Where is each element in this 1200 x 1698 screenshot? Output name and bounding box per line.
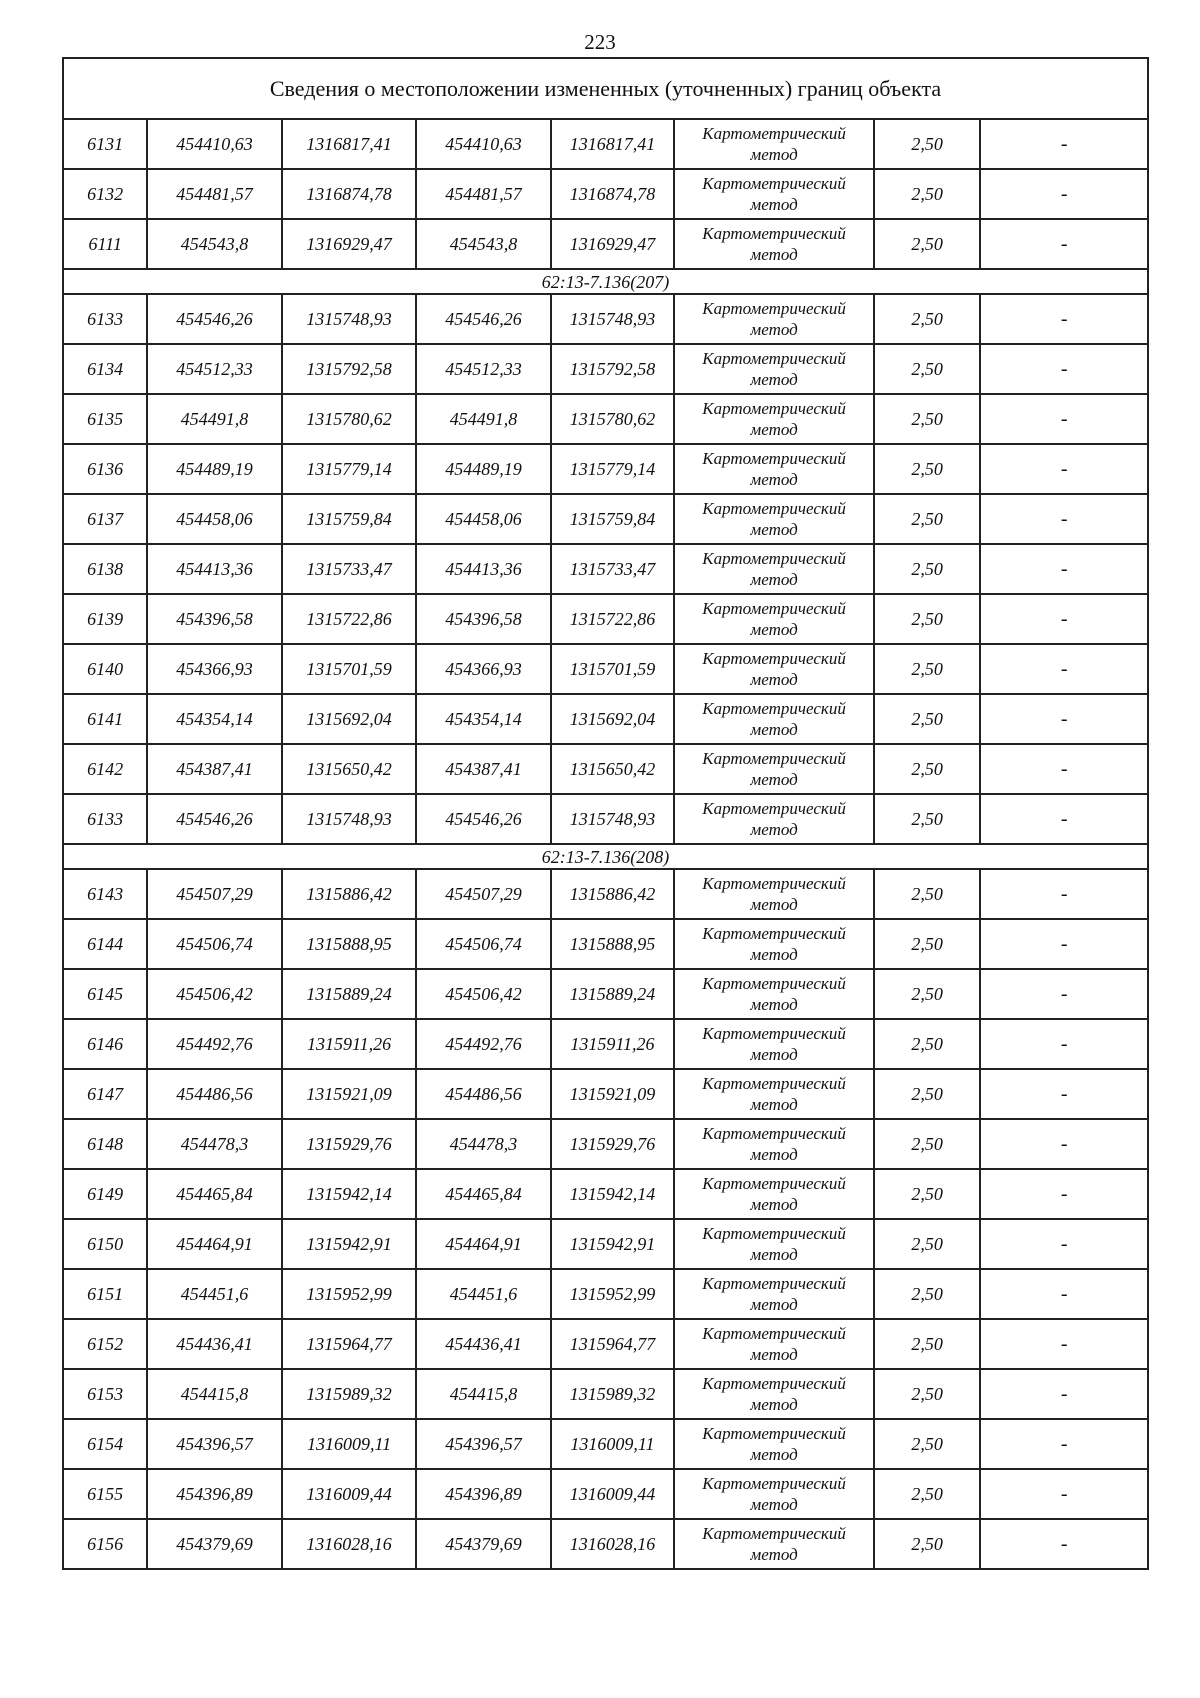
old-x-cell: 454354,14 xyxy=(147,694,281,744)
old-x-cell: 454436,41 xyxy=(147,1319,281,1369)
accuracy-cell: 2,50 xyxy=(874,694,980,744)
new-x-cell: 454396,57 xyxy=(416,1419,550,1469)
note-cell: - xyxy=(980,969,1148,1019)
new-y-cell: 1316817,41 xyxy=(551,119,674,169)
old-x-cell: 454489,19 xyxy=(147,444,281,494)
point-number-cell: 6133 xyxy=(63,294,147,344)
old-x-cell: 454396,58 xyxy=(147,594,281,644)
method-cell: Картометрический метод xyxy=(674,794,874,844)
new-y-cell: 1315748,93 xyxy=(551,294,674,344)
old-x-cell: 454464,91 xyxy=(147,1219,281,1269)
new-x-cell: 454491,8 xyxy=(416,394,550,444)
method-cell: Картометрический метод xyxy=(674,594,874,644)
old-x-cell: 454458,06 xyxy=(147,494,281,544)
old-y-cell: 1316009,11 xyxy=(282,1419,416,1469)
new-y-cell: 1315921,09 xyxy=(551,1069,674,1119)
new-y-cell: 1316009,44 xyxy=(551,1469,674,1519)
point-number-cell: 6143 xyxy=(63,869,147,919)
new-x-cell: 454478,3 xyxy=(416,1119,550,1169)
point-number-cell: 6148 xyxy=(63,1119,147,1169)
old-y-cell: 1315942,14 xyxy=(282,1169,416,1219)
boundary-coordinates-table xyxy=(62,57,1149,1570)
old-y-cell: 1315722,86 xyxy=(282,594,416,644)
new-y-cell: 1315780,62 xyxy=(551,394,674,444)
note-cell: - xyxy=(980,1019,1148,1069)
table-row xyxy=(63,494,1148,544)
old-x-cell: 454366,93 xyxy=(147,644,281,694)
point-number-cell: 6153 xyxy=(63,1369,147,1419)
accuracy-cell: 2,50 xyxy=(874,119,980,169)
method-cell: Картометрический метод xyxy=(674,969,874,1019)
old-y-cell: 1315748,93 xyxy=(282,794,416,844)
point-number-cell: 6136 xyxy=(63,444,147,494)
accuracy-cell: 2,50 xyxy=(874,219,980,269)
new-x-cell: 454396,89 xyxy=(416,1469,550,1519)
new-x-cell: 454410,63 xyxy=(416,119,550,169)
old-y-cell: 1315952,99 xyxy=(282,1269,416,1319)
note-cell: - xyxy=(980,1069,1148,1119)
accuracy-cell: 2,50 xyxy=(874,344,980,394)
note-cell: - xyxy=(980,119,1148,169)
section-label: 62:13-7.136(208) xyxy=(63,844,1148,869)
point-number-cell: 6131 xyxy=(63,119,147,169)
new-y-cell: 1315886,42 xyxy=(551,869,674,919)
table-row xyxy=(63,1269,1148,1319)
table-row xyxy=(63,1369,1148,1419)
note-cell: - xyxy=(980,544,1148,594)
method-cell: Картометрический метод xyxy=(674,694,874,744)
old-x-cell: 454546,26 xyxy=(147,294,281,344)
table-row xyxy=(63,1119,1148,1169)
new-x-cell: 454366,93 xyxy=(416,644,550,694)
table-row xyxy=(63,1519,1148,1569)
old-y-cell: 1315692,04 xyxy=(282,694,416,744)
new-x-cell: 454506,74 xyxy=(416,919,550,969)
table-row xyxy=(63,344,1148,394)
section-header-row xyxy=(63,844,1148,869)
note-cell: - xyxy=(980,1469,1148,1519)
note-cell: - xyxy=(980,1219,1148,1269)
note-cell: - xyxy=(980,494,1148,544)
method-cell: Картометрический метод xyxy=(674,1219,874,1269)
note-cell: - xyxy=(980,219,1148,269)
old-x-cell: 454396,57 xyxy=(147,1419,281,1469)
note-cell: - xyxy=(980,744,1148,794)
note-cell: - xyxy=(980,1169,1148,1219)
method-cell: Картометрический метод xyxy=(674,294,874,344)
old-y-cell: 1315929,76 xyxy=(282,1119,416,1169)
accuracy-cell: 2,50 xyxy=(874,1469,980,1519)
table-row xyxy=(63,1069,1148,1119)
point-number-cell: 6138 xyxy=(63,544,147,594)
accuracy-cell: 2,50 xyxy=(874,1369,980,1419)
section-label: 62:13-7.136(207) xyxy=(63,269,1148,294)
table-row xyxy=(63,1169,1148,1219)
old-y-cell: 1315650,42 xyxy=(282,744,416,794)
old-x-cell: 454506,42 xyxy=(147,969,281,1019)
old-x-cell: 454478,3 xyxy=(147,1119,281,1169)
point-number-cell: 6133 xyxy=(63,794,147,844)
old-x-cell: 454481,57 xyxy=(147,169,281,219)
accuracy-cell: 2,50 xyxy=(874,794,980,844)
old-y-cell: 1315748,93 xyxy=(282,294,416,344)
method-cell: Картометрический метод xyxy=(674,1319,874,1369)
new-y-cell: 1315722,86 xyxy=(551,594,674,644)
old-y-cell: 1316929,47 xyxy=(282,219,416,269)
new-x-cell: 454415,8 xyxy=(416,1369,550,1419)
new-y-cell: 1315888,95 xyxy=(551,919,674,969)
point-number-cell: 6147 xyxy=(63,1069,147,1119)
note-cell: - xyxy=(980,869,1148,919)
table-row xyxy=(63,744,1148,794)
note-cell: - xyxy=(980,644,1148,694)
new-x-cell: 454543,8 xyxy=(416,219,550,269)
method-cell: Картометрический метод xyxy=(674,1069,874,1119)
table-row xyxy=(63,969,1148,1019)
accuracy-cell: 2,50 xyxy=(874,1119,980,1169)
new-x-cell: 454546,26 xyxy=(416,294,550,344)
old-x-cell: 454546,26 xyxy=(147,794,281,844)
note-cell: - xyxy=(980,1319,1148,1369)
old-y-cell: 1315964,77 xyxy=(282,1319,416,1369)
table-row xyxy=(63,794,1148,844)
table-row xyxy=(63,169,1148,219)
point-number-cell: 6145 xyxy=(63,969,147,1019)
method-cell: Картометрический метод xyxy=(674,1369,874,1419)
old-x-cell: 454387,41 xyxy=(147,744,281,794)
old-y-cell: 1315759,84 xyxy=(282,494,416,544)
old-y-cell: 1315888,95 xyxy=(282,919,416,969)
accuracy-cell: 2,50 xyxy=(874,544,980,594)
new-x-cell: 454413,36 xyxy=(416,544,550,594)
accuracy-cell: 2,50 xyxy=(874,1319,980,1369)
method-cell: Картометрический метод xyxy=(674,1519,874,1569)
point-number-cell: 6111 xyxy=(63,219,147,269)
accuracy-cell: 2,50 xyxy=(874,1269,980,1319)
new-y-cell: 1316028,16 xyxy=(551,1519,674,1569)
old-x-cell: 454451,6 xyxy=(147,1269,281,1319)
accuracy-cell: 2,50 xyxy=(874,394,980,444)
old-y-cell: 1315733,47 xyxy=(282,544,416,594)
new-x-cell: 454486,56 xyxy=(416,1069,550,1119)
method-cell: Картометрический метод xyxy=(674,869,874,919)
old-x-cell: 454465,84 xyxy=(147,1169,281,1219)
new-y-cell: 1316009,11 xyxy=(551,1419,674,1469)
new-y-cell: 1315701,59 xyxy=(551,644,674,694)
table-row xyxy=(63,919,1148,969)
table-row xyxy=(63,219,1148,269)
new-x-cell: 454451,6 xyxy=(416,1269,550,1319)
old-y-cell: 1315942,91 xyxy=(282,1219,416,1269)
point-number-cell: 6149 xyxy=(63,1169,147,1219)
old-y-cell: 1315921,09 xyxy=(282,1069,416,1119)
new-x-cell: 454506,42 xyxy=(416,969,550,1019)
table-row xyxy=(63,394,1148,444)
new-y-cell: 1315692,04 xyxy=(551,694,674,744)
new-y-cell: 1315792,58 xyxy=(551,344,674,394)
old-x-cell: 454492,76 xyxy=(147,1019,281,1069)
table-row xyxy=(63,119,1148,169)
note-cell: - xyxy=(980,169,1148,219)
old-y-cell: 1316817,41 xyxy=(282,119,416,169)
method-cell: Картометрический метод xyxy=(674,1469,874,1519)
point-number-cell: 6155 xyxy=(63,1469,147,1519)
new-y-cell: 1316929,47 xyxy=(551,219,674,269)
new-y-cell: 1315942,91 xyxy=(551,1219,674,1269)
new-x-cell: 454512,33 xyxy=(416,344,550,394)
old-x-cell: 454396,89 xyxy=(147,1469,281,1519)
new-y-cell: 1315759,84 xyxy=(551,494,674,544)
method-cell: Картометрический метод xyxy=(674,1119,874,1169)
new-x-cell: 454379,69 xyxy=(416,1519,550,1569)
note-cell: - xyxy=(980,1369,1148,1419)
point-number-cell: 6156 xyxy=(63,1519,147,1569)
accuracy-cell: 2,50 xyxy=(874,294,980,344)
page-number: 223 xyxy=(584,30,616,54)
new-x-cell: 454436,41 xyxy=(416,1319,550,1369)
method-cell: Картометрический метод xyxy=(674,644,874,694)
accuracy-cell: 2,50 xyxy=(874,1219,980,1269)
note-cell: - xyxy=(980,1269,1148,1319)
accuracy-cell: 2,50 xyxy=(874,1019,980,1069)
old-x-cell: 454543,8 xyxy=(147,219,281,269)
method-cell: Картометрический метод xyxy=(674,219,874,269)
old-x-cell: 454506,74 xyxy=(147,919,281,969)
new-x-cell: 454458,06 xyxy=(416,494,550,544)
new-x-cell: 454464,91 xyxy=(416,1219,550,1269)
note-cell: - xyxy=(980,344,1148,394)
method-cell: Картометрический метод xyxy=(674,1419,874,1469)
new-y-cell: 1315733,47 xyxy=(551,544,674,594)
table-row xyxy=(63,1019,1148,1069)
method-cell: Картометрический метод xyxy=(674,344,874,394)
note-cell: - xyxy=(980,1119,1148,1169)
note-cell: - xyxy=(980,594,1148,644)
point-number-cell: 6137 xyxy=(63,494,147,544)
accuracy-cell: 2,50 xyxy=(874,1519,980,1569)
accuracy-cell: 2,50 xyxy=(874,919,980,969)
new-x-cell: 454396,58 xyxy=(416,594,550,644)
table-row xyxy=(63,1319,1148,1369)
note-cell: - xyxy=(980,919,1148,969)
old-y-cell: 1315886,42 xyxy=(282,869,416,919)
new-x-cell: 454387,41 xyxy=(416,744,550,794)
table-row xyxy=(63,644,1148,694)
method-cell: Картометрический метод xyxy=(674,1269,874,1319)
method-cell: Картометрический метод xyxy=(674,1019,874,1069)
table-row xyxy=(63,444,1148,494)
method-cell: Картометрический метод xyxy=(674,119,874,169)
note-cell: - xyxy=(980,794,1148,844)
point-number-cell: 6154 xyxy=(63,1419,147,1469)
method-cell: Картометрический метод xyxy=(674,744,874,794)
accuracy-cell: 2,50 xyxy=(874,644,980,694)
method-cell: Картометрический метод xyxy=(674,494,874,544)
old-x-cell: 454413,36 xyxy=(147,544,281,594)
note-cell: - xyxy=(980,1419,1148,1469)
new-y-cell: 1315929,76 xyxy=(551,1119,674,1169)
old-x-cell: 454491,8 xyxy=(147,394,281,444)
old-y-cell: 1316874,78 xyxy=(282,169,416,219)
new-y-cell: 1315964,77 xyxy=(551,1319,674,1369)
new-x-cell: 454481,57 xyxy=(416,169,550,219)
point-number-cell: 6151 xyxy=(63,1269,147,1319)
note-cell: - xyxy=(980,294,1148,344)
method-cell: Картометрический метод xyxy=(674,169,874,219)
new-y-cell: 1315779,14 xyxy=(551,444,674,494)
point-number-cell: 6140 xyxy=(63,644,147,694)
old-x-cell: 454512,33 xyxy=(147,344,281,394)
point-number-cell: 6139 xyxy=(63,594,147,644)
point-number-cell: 6142 xyxy=(63,744,147,794)
old-x-cell: 454486,56 xyxy=(147,1069,281,1119)
point-number-cell: 6134 xyxy=(63,344,147,394)
new-x-cell: 454354,14 xyxy=(416,694,550,744)
accuracy-cell: 2,50 xyxy=(874,969,980,1019)
table-row xyxy=(63,1419,1148,1469)
method-cell: Картометрический метод xyxy=(674,394,874,444)
new-y-cell: 1315952,99 xyxy=(551,1269,674,1319)
section-header-row xyxy=(63,269,1148,294)
table-row xyxy=(63,594,1148,644)
note-cell: - xyxy=(980,444,1148,494)
new-y-cell: 1315748,93 xyxy=(551,794,674,844)
table-row xyxy=(63,544,1148,594)
method-cell: Картометрический метод xyxy=(674,1169,874,1219)
method-cell: Картометрический метод xyxy=(674,544,874,594)
table-title: Сведения о местоположении измененных (уточненных) границ объекта xyxy=(63,58,1148,119)
point-number-cell: 6141 xyxy=(63,694,147,744)
accuracy-cell: 2,50 xyxy=(874,744,980,794)
old-x-cell: 454410,63 xyxy=(147,119,281,169)
old-y-cell: 1315911,26 xyxy=(282,1019,416,1069)
new-x-cell: 454465,84 xyxy=(416,1169,550,1219)
new-x-cell: 454489,19 xyxy=(416,444,550,494)
accuracy-cell: 2,50 xyxy=(874,869,980,919)
table-row xyxy=(63,694,1148,744)
old-y-cell: 1315792,58 xyxy=(282,344,416,394)
point-number-cell: 6146 xyxy=(63,1019,147,1069)
accuracy-cell: 2,50 xyxy=(874,594,980,644)
new-y-cell: 1315911,26 xyxy=(551,1019,674,1069)
point-number-cell: 6132 xyxy=(63,169,147,219)
old-y-cell: 1315889,24 xyxy=(282,969,416,1019)
table-row xyxy=(63,1469,1148,1519)
point-number-cell: 6150 xyxy=(63,1219,147,1269)
old-y-cell: 1315779,14 xyxy=(282,444,416,494)
note-cell: - xyxy=(980,394,1148,444)
old-x-cell: 454507,29 xyxy=(147,869,281,919)
old-y-cell: 1316009,44 xyxy=(282,1469,416,1519)
old-x-cell: 454379,69 xyxy=(147,1519,281,1569)
accuracy-cell: 2,50 xyxy=(874,169,980,219)
table-row xyxy=(63,294,1148,344)
old-y-cell: 1316028,16 xyxy=(282,1519,416,1569)
accuracy-cell: 2,50 xyxy=(874,1069,980,1119)
new-y-cell: 1315989,32 xyxy=(551,1369,674,1419)
method-cell: Картометрический метод xyxy=(674,919,874,969)
new-x-cell: 454492,76 xyxy=(416,1019,550,1069)
old-x-cell: 454415,8 xyxy=(147,1369,281,1419)
accuracy-cell: 2,50 xyxy=(874,1169,980,1219)
method-cell: Картометрический метод xyxy=(674,444,874,494)
note-cell: - xyxy=(980,694,1148,744)
point-number-cell: 6135 xyxy=(63,394,147,444)
accuracy-cell: 2,50 xyxy=(874,494,980,544)
old-y-cell: 1315780,62 xyxy=(282,394,416,444)
old-y-cell: 1315701,59 xyxy=(282,644,416,694)
new-y-cell: 1316874,78 xyxy=(551,169,674,219)
new-x-cell: 454507,29 xyxy=(416,869,550,919)
new-y-cell: 1315942,14 xyxy=(551,1169,674,1219)
point-number-cell: 6152 xyxy=(63,1319,147,1369)
note-cell: - xyxy=(980,1519,1148,1569)
new-y-cell: 1315650,42 xyxy=(551,744,674,794)
old-y-cell: 1315989,32 xyxy=(282,1369,416,1419)
new-x-cell: 454546,26 xyxy=(416,794,550,844)
point-number-cell: 6144 xyxy=(63,919,147,969)
accuracy-cell: 2,50 xyxy=(874,444,980,494)
accuracy-cell: 2,50 xyxy=(874,1419,980,1469)
table-row xyxy=(63,869,1148,919)
table-row xyxy=(63,1219,1148,1269)
new-y-cell: 1315889,24 xyxy=(551,969,674,1019)
